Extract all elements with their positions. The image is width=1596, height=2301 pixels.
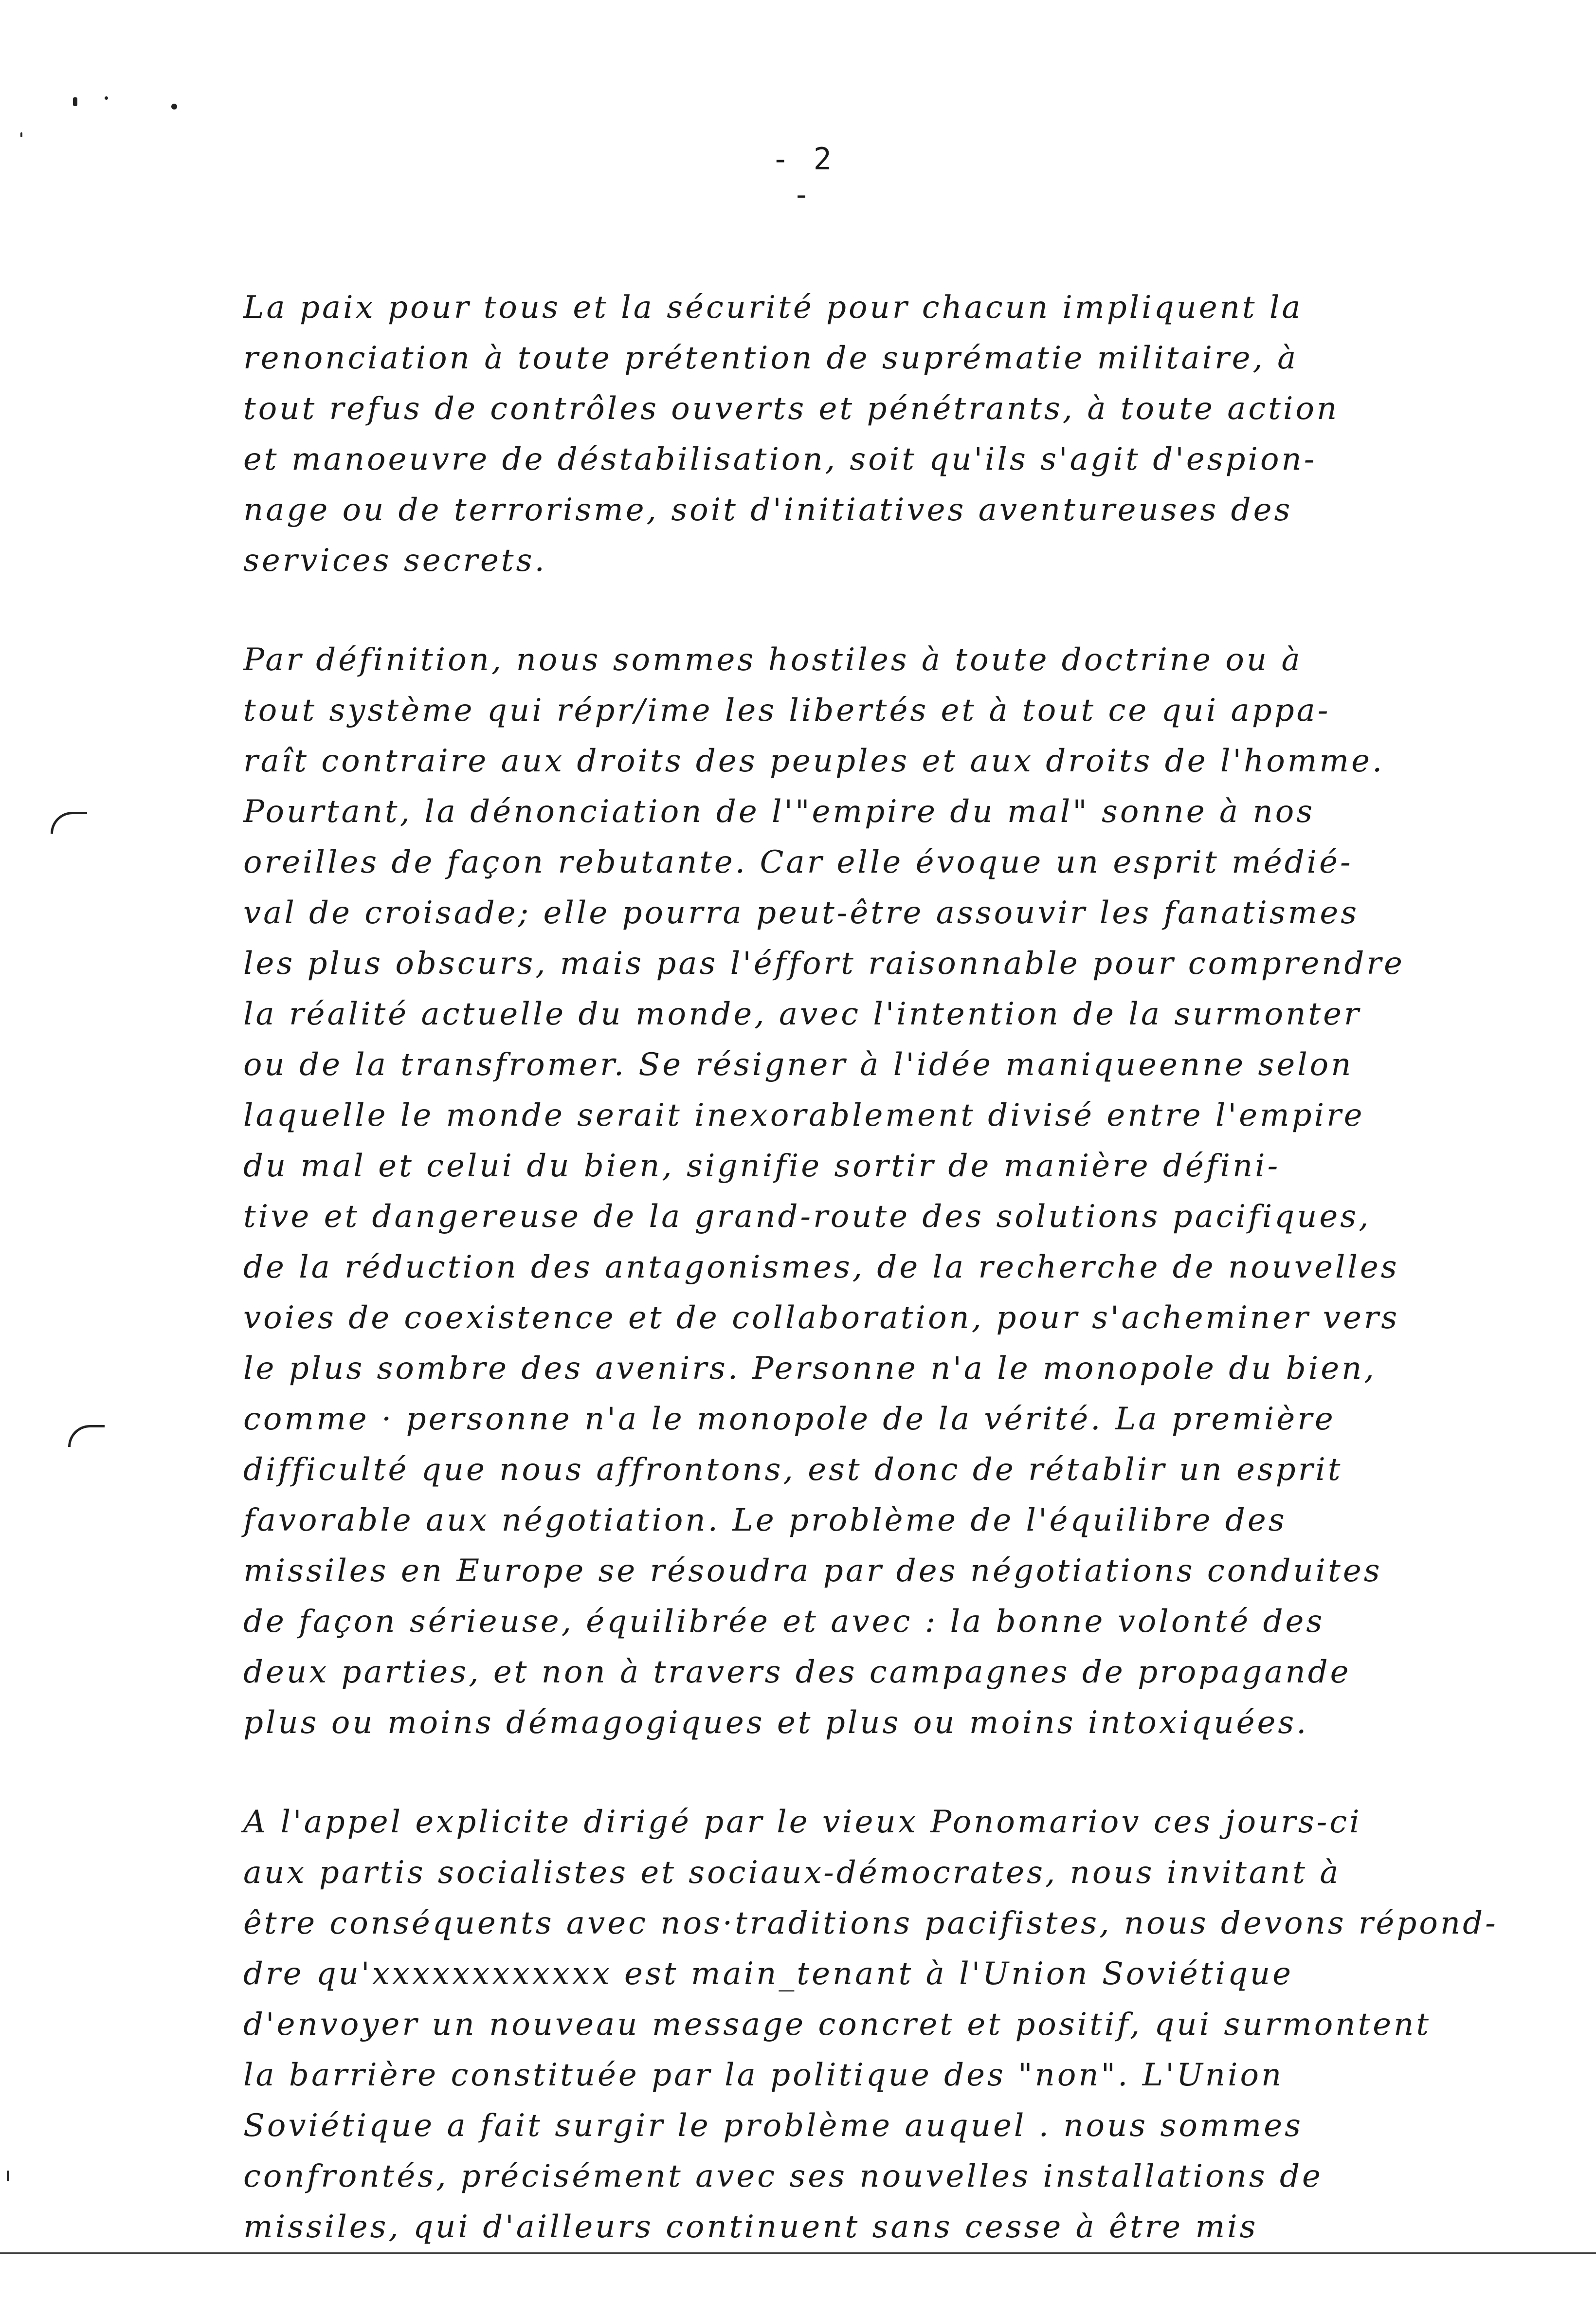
text-line: être conséquents avec nos·traditions pacifistes, nous devons répond- [243, 1905, 1498, 1941]
text-line: nage ou de terrorisme, soit d'initiatives aventureuses des [243, 492, 1293, 528]
text-line: missiles en Europe se résoudra par des négotiations conduites [243, 1553, 1382, 1589]
text-line: tive et dangereuse de la grand-route des solutions pacifiques, [243, 1199, 1371, 1235]
text-line: renonciation à toute prétention de suprématie militaire, à [243, 340, 1299, 376]
text-line: plus ou moins démagogiques et plus ou moins intoxiquées. [243, 1705, 1309, 1741]
text-line: A l'appel explicite dirigé par le vieux Ponomariov ces jours-ci [243, 1804, 1362, 1840]
text-line: val de croisade; elle pourra peut-être assouvir les fanatismes [243, 895, 1360, 931]
margin-arc-mark [68, 1425, 105, 1447]
scan-speck [7, 2171, 9, 2181]
paragraph [243, 1797, 1498, 2252]
text-line: tout système qui répr/ime les libertés et à tout ce qui appa- [243, 693, 1331, 729]
scan-speck [73, 97, 77, 106]
text-line: missiles, qui d'ailleurs continuent sans cesse à être mis [243, 2209, 1258, 2245]
document-body [243, 282, 1498, 2301]
page-number: - 2 - [771, 141, 834, 212]
text-line: le plus sombre des avenirs. Personne n'a le monopole du bien, [243, 1351, 1377, 1387]
text-line: favorable aux négotiation. Le problème de l'équilibre des [243, 1502, 1287, 1538]
paragraph [243, 282, 1489, 586]
text-line: les plus obscurs, mais pas l'éffort raisonnable pour comprendre [243, 946, 1405, 982]
text-line: La paix pour tous et la sécurité pour chacun impliquent la [243, 290, 1303, 326]
text-line: confrontés, précisément avec ses nouvelles installations de [243, 2158, 1323, 2194]
text-line: Pourtant, la dénonciation de l'"empire du mal" sonne à nos [243, 794, 1315, 830]
text-line: deux parties, et non à travers des campagnes de propagande [243, 1654, 1351, 1690]
text-line: la barrière constituée par la politique des "non". L'Union [243, 2057, 1284, 2093]
scan-speck [105, 96, 108, 100]
text-line: de la réduction des antagonismes, de la recherche de nouvelles [243, 1249, 1399, 1285]
text-line: aux partis socialistes et sociaux-démocrates, nous invitant à [243, 1855, 1341, 1891]
text-line: de façon sérieuse, équilibrée et avec : la bonne volonté des [243, 1604, 1325, 1640]
text-line: dre qu'xxxxxxxxxxxx est main_tenant à l'Union Soviétique [243, 1956, 1293, 1992]
text-line: oreilles de façon rebutante. Car elle évoque un esprit médié- [243, 844, 1353, 880]
text-line: difficulté que nous affrontons, est donc de rétablir un esprit [243, 1452, 1343, 1488]
paragraph [243, 635, 1489, 1748]
text-line: services secrets. [243, 543, 547, 579]
text-line: la réalité actuelle du monde, avec l'intention de la surmonter [243, 996, 1361, 1032]
text-line: Par définition, nous sommes hostiles à toute doctrine ou à [243, 642, 1303, 678]
text-line: comme · personne n'a le monopole de la vérité. La première [243, 1401, 1336, 1437]
text-line: tout refus de contrôles ouverts et pénétrants, à toute action [243, 391, 1340, 427]
margin-arc-mark [51, 812, 87, 834]
text-line: voies de coexistence et de collaboration, pour s'acheminer vers [243, 1300, 1400, 1336]
text-line: Soviétique a fait surgir le problème auquel . nous sommes [243, 2108, 1303, 2144]
text-line: d'envoyer un nouveau message concret et positif, qui surmontent [243, 2007, 1432, 2043]
text-line: et manoeuvre de déstabilisation, soit qu'ils s'agit d'espion- [243, 441, 1317, 477]
scan-speck [20, 132, 22, 137]
text-line: ou de la transfromer. Se résigner à l'idée maniqueenne selon [243, 1047, 1354, 1083]
text-line: laquelle le monde serait inexorablement divisé entre l'empire [243, 1097, 1365, 1133]
text-line: du mal et celui du bien, signifie sortir de manière défini- [243, 1148, 1281, 1184]
text-line: raît contraire aux droits des peuples et aux droits de l'homme. [243, 743, 1385, 779]
footer-rule [0, 2252, 1596, 2254]
scan-speck [171, 104, 177, 110]
